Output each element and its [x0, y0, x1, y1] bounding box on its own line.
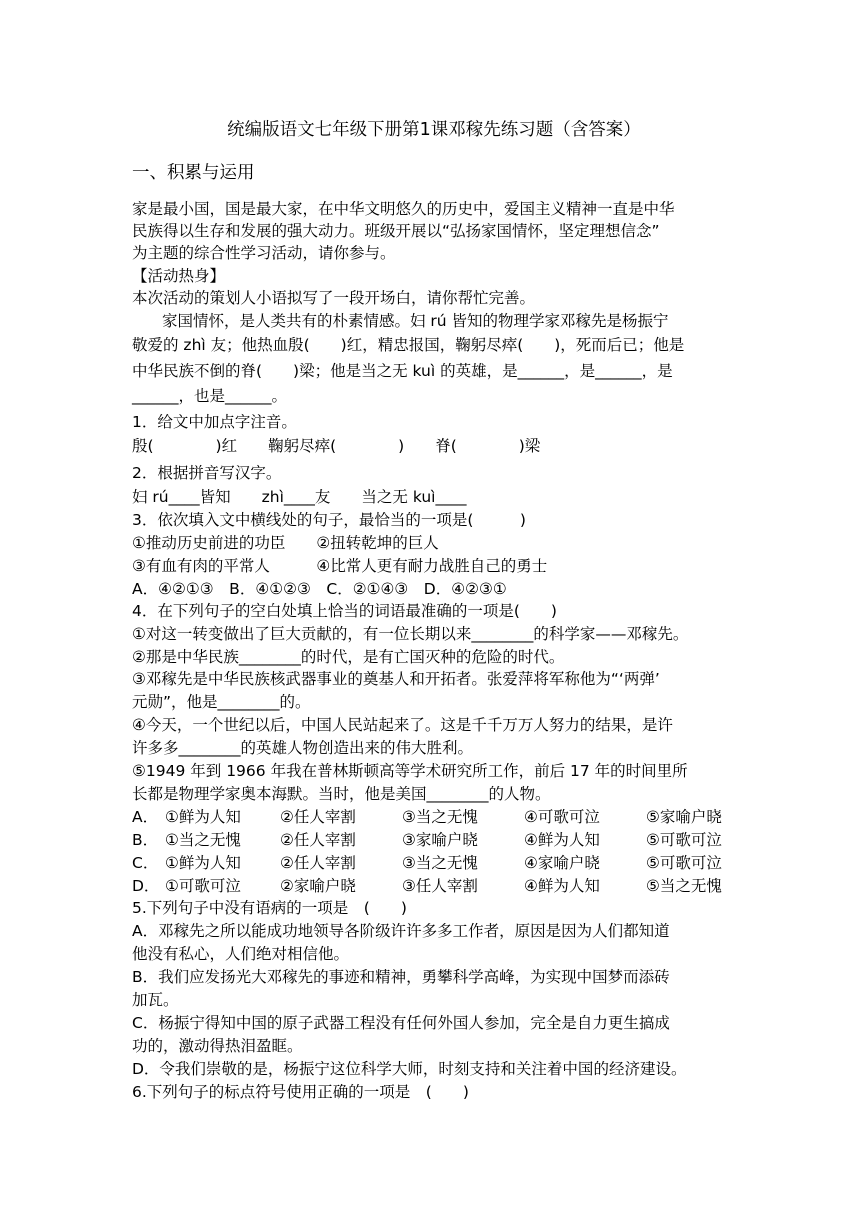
option-item: ②家喻户晓: [280, 877, 356, 895]
question-4-sentence-4a: ④今天，一个世纪以后，中国人民站起来了。这是千千万万人努力的结果，是许: [132, 716, 673, 734]
intro-line-2: 民族得以生存和发展的强大动力。班级开展以“弘扬家国情怀，坚定理想信念”: [132, 222, 660, 240]
question-5-option-a2: 他没有私心，人们绝对相信他。: [132, 945, 350, 963]
question-3-items-2: ③有血有肉的平常人 ④比常人更有耐力战胜自己的勇士: [132, 557, 548, 575]
passage-line-2: 敬爱的 zhì 友；他热血殷( )红，精忠报国，鞠躬尽瘁( )，死而后已；他是: [132, 336, 685, 354]
activity-instruction: 本次活动的策划人小语拟写了一段开场白，请你帮忙完善。: [132, 289, 536, 307]
option-item: ⑤家喻户晓: [646, 808, 722, 826]
option-item: ③当之无愧: [402, 808, 478, 826]
option-letter: D．: [132, 877, 160, 895]
option-item: ⑤当之无愧: [646, 877, 722, 895]
activity-heading: 【活动热身】: [132, 267, 226, 285]
question-5-option-d: D．令我们崇敬的是，杨振宁这位科学大师，时刻支持和关注着中国的经济建设。: [132, 1060, 687, 1078]
option-letter: B．: [132, 831, 159, 849]
option-item: ②任人宰割: [280, 831, 356, 849]
q4-option-d: [132, 875, 768, 897]
passage-line-3: 中华民族不倒的脊( )梁；他是当之无 kuì 的英雄，是______，是______，是: [132, 362, 673, 380]
question-5-option-b2: 加瓦。: [132, 991, 179, 1009]
q4-option-a: [132, 806, 768, 828]
question-3: 3．依次填入文中横线处的句子，最恰当的一项是( ): [132, 511, 526, 529]
option-item: ③当之无愧: [402, 854, 478, 872]
option-item: ①鲜为人知: [165, 808, 241, 826]
option-item: ④可歌可泣: [524, 808, 600, 826]
question-4-sentence-2: ②那是中华民族________的时代，是有亡国灭种的危险的时代。: [132, 648, 565, 666]
question-4-sentence-4b: 许多多________的英雄人物创造出来的伟大胜利。: [132, 739, 474, 757]
option-item: ③任人宰割: [402, 877, 478, 895]
intro-line-1: 家是最小国，国是最大家，在中华文明悠久的历史中，爱国主义精神一直是中华: [132, 200, 675, 218]
question-2-blanks: 妇 rú____皆知 zhì____友 当之无 kuì____: [132, 488, 467, 506]
question-4-sentence-1: ①对这一转变做出了巨大贡献的，有一位长期以来________的科学家——邓稼先。: [132, 625, 689, 643]
question-4: 4．在下列句子的空白处填上恰当的词语最准确的一项是( ): [132, 602, 557, 620]
intro-line-3: 为主题的综合性学习活动，请你参与。: [132, 244, 396, 262]
passage-line-1: 家国情怀，是人类共有的朴素情感。妇 rú 皆知的物理学家邓稼先是杨振宁: [162, 312, 669, 330]
passage-line-4: ______，也是______。: [132, 387, 288, 405]
option-item: ①鲜为人知: [165, 854, 241, 872]
question-4-sentence-3a: ③邓稼先是中华民族核武器事业的奠基人和开拓者。张爱萍将军称他为“‘两弹’: [132, 670, 660, 688]
option-letter: C．: [132, 854, 159, 872]
question-1-blanks: 殷( )红 鞠躬尽瘁( ) 脊( )梁: [132, 437, 541, 455]
question-5-option-c1: C．杨振宁得知中国的原子武器工程没有任何外国人参加，完全是自力更生搞成: [132, 1014, 670, 1032]
option-item: ⑤可歌可泣: [646, 854, 722, 872]
question-6: 6.下列句子的标点符号使用正确的一项是 ( ): [132, 1083, 469, 1101]
question-3-items-1: ①推动历史前进的功臣 ②扭转乾坤的巨人: [132, 534, 439, 552]
q4-option-c: [132, 852, 768, 874]
question-3-options: A．④②①③ B．④①②③ C．②①④③ D．④②③①: [132, 580, 507, 598]
question-4-sentence-5b: 长都是物理学家奥本海默。当时，他是美国________的人物。: [132, 785, 551, 803]
option-item: ④鲜为人知: [524, 831, 600, 849]
option-item: ③家喻户晓: [402, 831, 478, 849]
question-2: 2．根据拼音写汉字。: [132, 464, 282, 482]
option-item: ④鲜为人知: [524, 877, 600, 895]
question-5-option-b1: B．我们应发扬光大邓稼先的事迹和精神，勇攀科学高峰，为实现中国梦而添砖: [132, 968, 670, 986]
document-title: 统编版语文七年级下册第1课邓稼先练习题（含答案）: [227, 120, 641, 140]
question-5-option-a1: A．邓稼先之所以能成功地领导各阶级许许多多工作者，原因是因为人们都知道: [132, 922, 670, 940]
option-letter: A．: [132, 808, 159, 826]
question-1: 1．给文中加点字注音。: [132, 413, 297, 431]
option-item: ④家喻户晓: [524, 854, 600, 872]
option-item: ⑤可歌可泣: [646, 831, 722, 849]
question-4-sentence-3b: 元勋”，他是________的。: [132, 693, 311, 711]
question-4-sentence-5a: ⑤1949 年到 1966 年我在普林斯顿高等学术研究所工作，前后 17 年的时间里所: [132, 762, 688, 780]
q4-option-b: [132, 829, 768, 851]
question-5-option-c2: 功的，激动得热泪盈眶。: [132, 1037, 303, 1055]
option-item: ①可歌可泣: [165, 877, 241, 895]
question-5: 5.下列句子中没有语病的一项是 ( ): [132, 899, 407, 917]
section-heading: 一、积累与运用: [132, 163, 255, 183]
option-item: ①当之无愧: [165, 831, 241, 849]
option-item: ②任人宰割: [280, 854, 356, 872]
option-item: ②任人宰割: [280, 808, 356, 826]
